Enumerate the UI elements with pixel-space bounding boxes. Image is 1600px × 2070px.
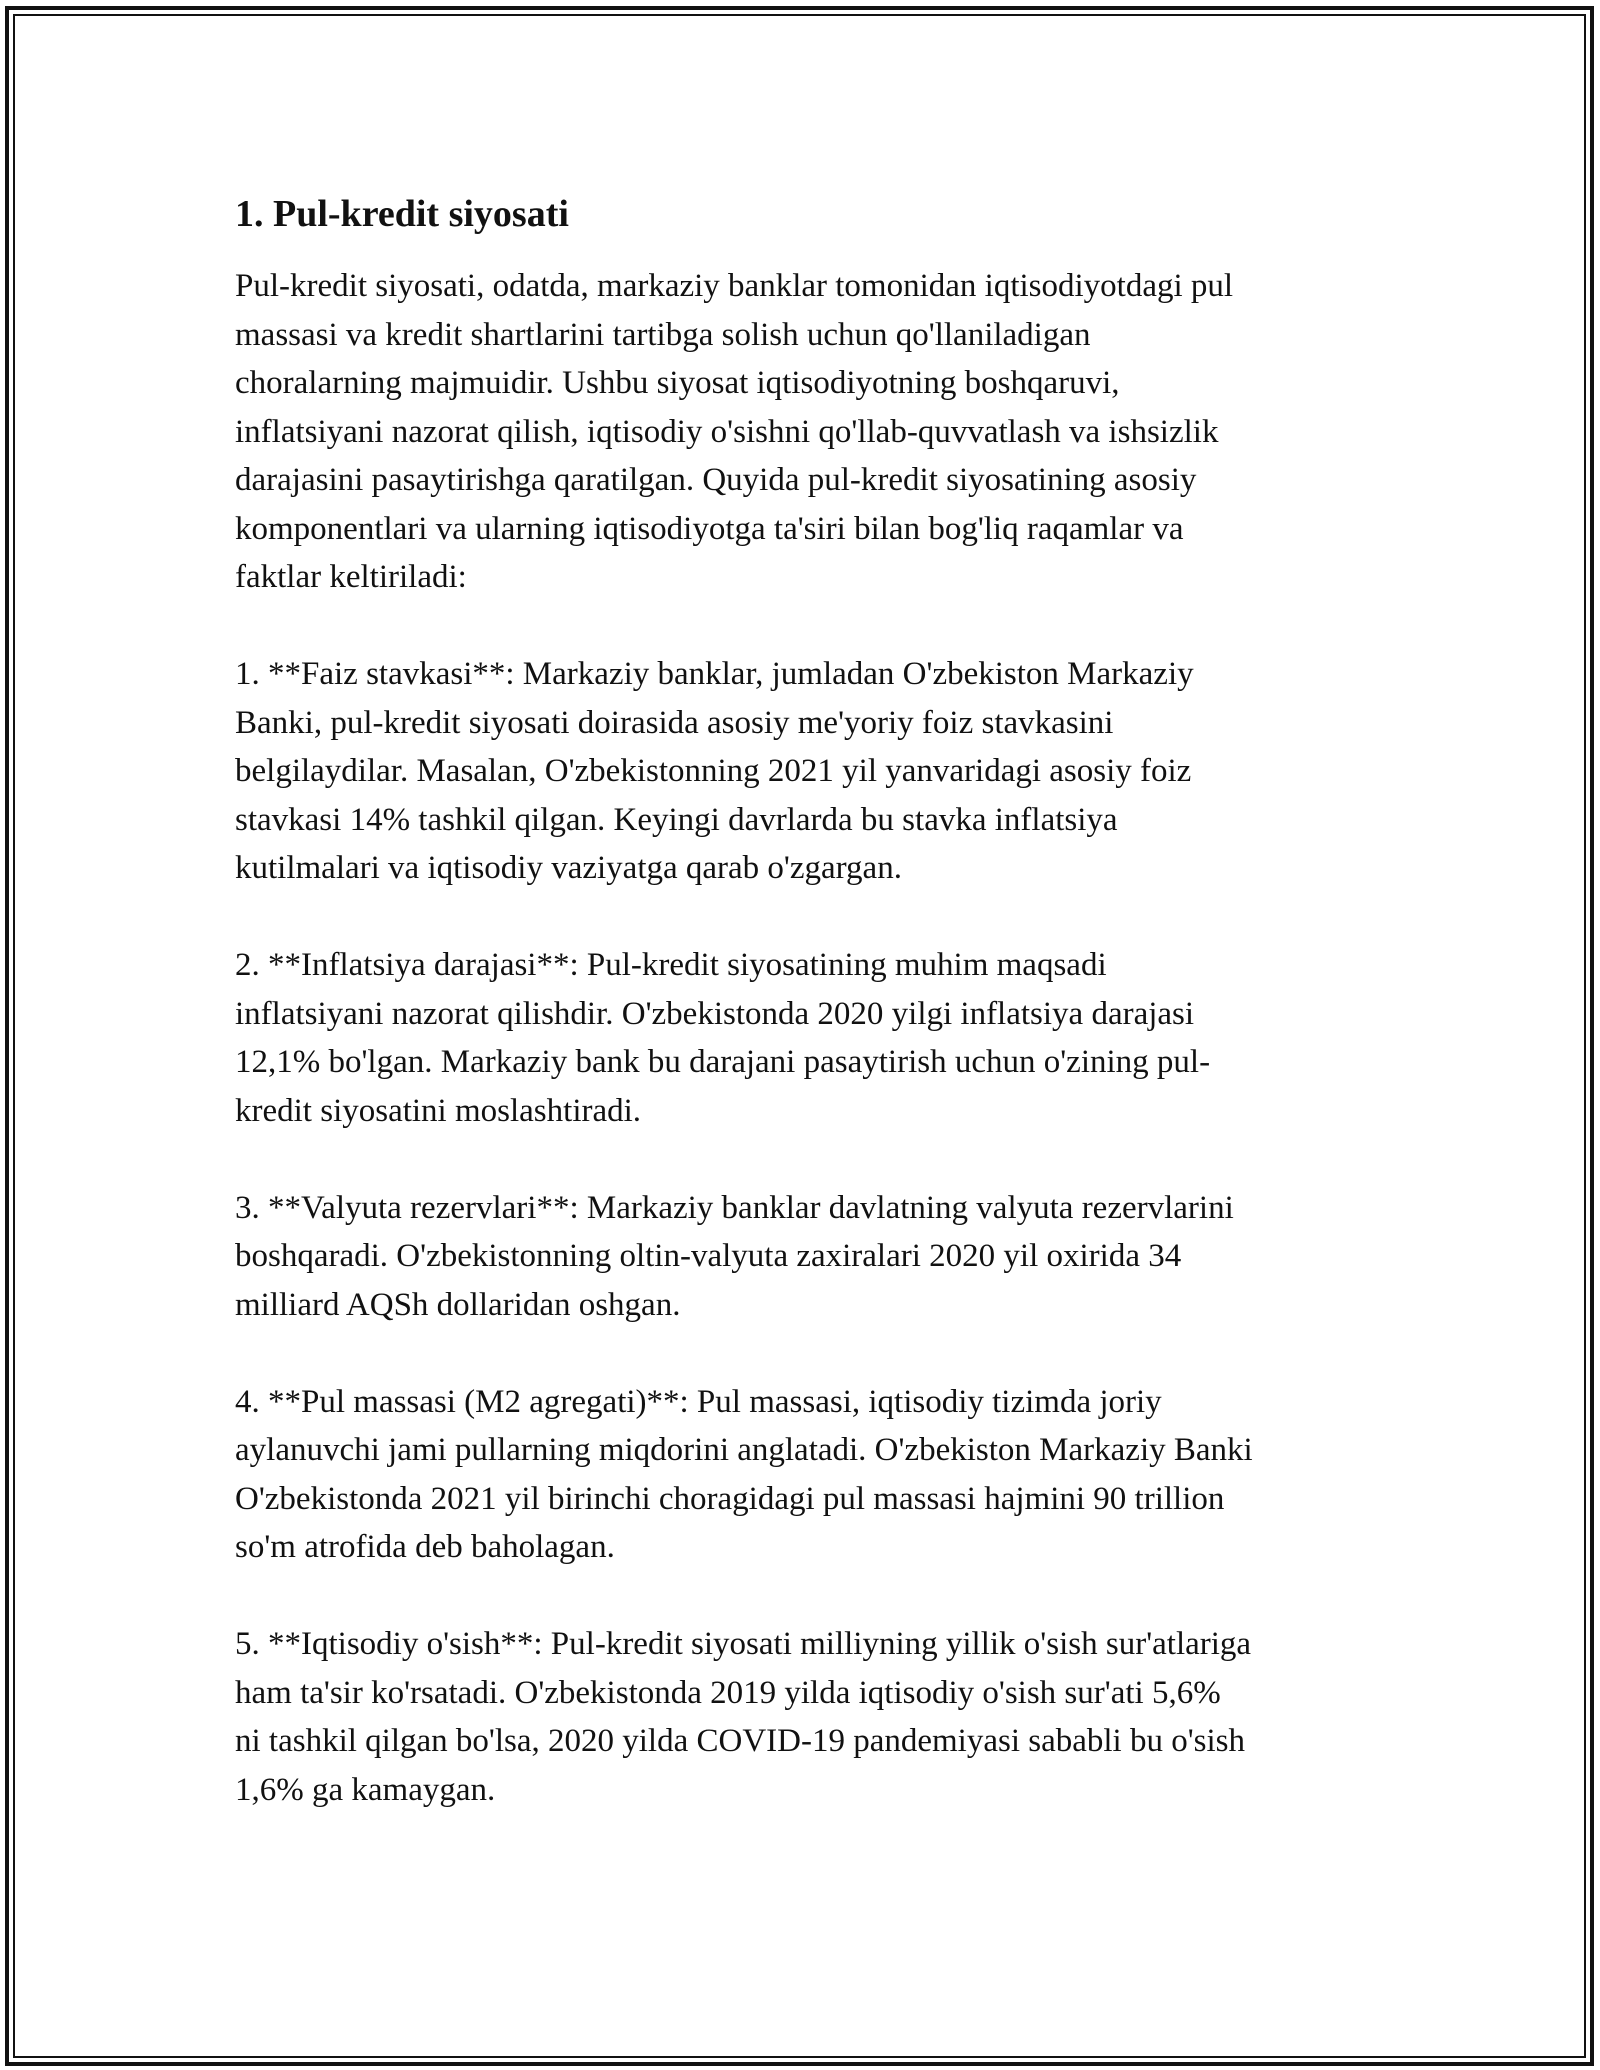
document-body (235, 190, 1375, 1863)
list-item-inflation: 2. **Inflatsiya darajasi**: Pul-kredit siyosatining muhim maqsadi inflatsiyani nazorat qilishdir. O'zbekistonda 2020 yilgi inflatsiya darajasi 12,1% bo'lgan. Markaziy bank bu darajani pasaytirish uchun o'zining pul- kredit siyosatini moslashtiradi. (235, 947, 1211, 1129)
list-item-money-supply: 4. **Pul massasi (M2 agregati)**: Pul massasi, iqtisodiy tizimda joriy aylanuvchi jami pullarning miqdorini anglatadi. O'zbekiston Markaziy Banki O'zbekistonda 2021 yil birinchi choragidagi pul massasi hajmini 90 trillion so'm atrofida deb baholagan. (235, 1383, 1253, 1565)
list-item-currency-reserves: 3. **Valyuta rezervlari**: Markaziy banklar davlatning valyuta rezervlarini boshqaradi. O'zbekistonning oltin-valyuta zaxiralari 2020 yil oxirida 34 milliard AQSh dollaridan oshgan. (235, 1189, 1234, 1323)
intro-paragraph: Pul-kredit siyosati, odatda, markaziy banklar tomonidan iqtisodiyotdagi pul massasi va kredit shartlarini tartibga solish uchun qo'llaniladigan choralarning majmuidir. Ushbu siyosat iqtisodiyotning boshqaruvi, inflatsiyani nazorat qilish, iqtisodiy o'sishni qo'llab-quvvatlash va ishsizlik darajasini pasaytirishga qaratilgan. Quyida pul-kredit siyosatining asosiy komponentlari va ularning iqtisodiyotga ta'siri bilan bog'liq raqamlar va faktlar keltiriladi: (235, 268, 1234, 595)
list-item-interest-rate: 1. **Faiz stavkasi**: Markaziy banklar, jumladan O'zbekiston Markaziy Banki, pul-kredit siyosati doirasida asosiy me'yoriy foiz stavkasini belgilaydilar. Masalan, O'zbekistonning 2021 yil yanvaridagi asosiy foiz stavkasi 14% tashkil qilgan. Keyingi davrlarda bu stavka inflatsiya kutilmalari va iqtisodiy vaziyatga qarab o'zgargan. (235, 656, 1194, 886)
section-heading: 1. Pul-kredit siyosati (235, 193, 569, 235)
list-item-economic-growth: 5. **Iqtisodiy o'sish**: Pul-kredit siyosati milliyning yillik o'sish sur'atlariga ham ta'sir ko'rsatadi. O'zbekistonda 2019 yilda iqtisodiy o'sish sur'ati 5,6% ni tashkil qilgan bo'lsa, 2020 yilda COVID-19 pandemiyasi sababli bu o'sish 1,6% ga kamaygan. (235, 1626, 1252, 1808)
